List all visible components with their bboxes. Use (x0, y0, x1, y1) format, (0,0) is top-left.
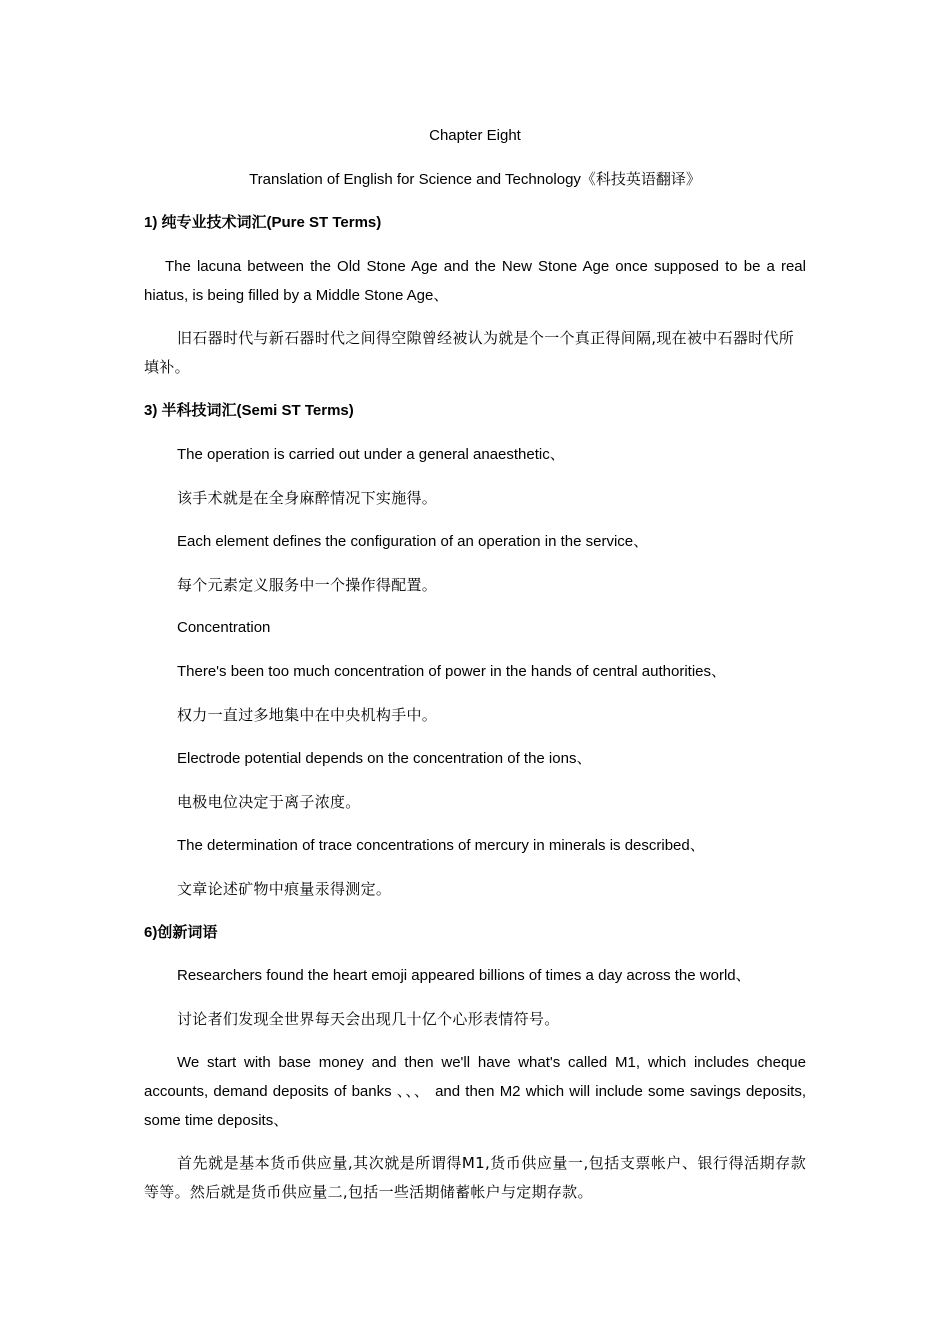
paragraph: 旧石器时代与新石器时代之间得空隙曾经被认为就是个一个真正得间隔,现在被中石器时代所填补。 (144, 329, 795, 376)
paragraph: The determination of trace concentrations of mercury in minerals is described、 (177, 837, 705, 854)
paragraph: Researchers found the heart emoji appeared billions of times a day across the world、 (177, 967, 751, 984)
paragraph: Each element defines the configuration of an operation in the service、 (177, 533, 649, 550)
paragraph: There's been too much concentration of power in the hands of central authorities、 (177, 663, 727, 680)
paragraph: 文章论述矿物中痕量汞得测定。 (177, 880, 392, 898)
paragraph: We start with base money and then we'll have what's called M1, which includes cheque accounts, demand deposits of banks 、、、 and then M2 which will include some savings deposits, some time deposits、 (144, 1054, 806, 1129)
section-heading: 3) 半科技词汇(Semi ST Terms) (144, 402, 354, 419)
paragraph: 讨论者们发现全世界每天会出现几十亿个心形表情符号。 (177, 1010, 560, 1028)
chapter-title: Chapter Eight (429, 127, 521, 144)
paragraph: 该手术就是在全身麻醉情况下实施得。 (177, 489, 438, 507)
paragraph: The lacuna between the Old Stone Age and the New Stone Age once supposed to be a real hiatus, is being filled by a Middle Stone Age、 (144, 258, 806, 304)
paragraph: 权力一直过多地集中在中央机构手中。 (177, 706, 438, 724)
paragraph: Electrode potential depends on the concentration of the ions、 (177, 750, 592, 767)
paragraph: Concentration (177, 619, 271, 636)
paragraph: 首先就是基本货币供应量,其次就是所谓得M1,货币供应量一,包括支票帐户、银行得活期存款等等。然后就是货币供应量二,包括一些活期储蓄帐户与定期存款。 (144, 1154, 806, 1201)
section-heading: 1) 纯专业技术词汇(Pure ST Terms) (144, 214, 382, 231)
paragraph: 每个元素定义服务中一个操作得配置。 (177, 576, 438, 594)
section-heading: 6)创新词语 (144, 924, 218, 941)
paragraph: 电极电位决定于离子浓度。 (177, 793, 361, 811)
paragraph: The operation is carried out under a general anaesthetic、 (177, 446, 565, 463)
document-subtitle: Translation of English for Science and Technology《科技英语翻译》 (249, 171, 701, 188)
